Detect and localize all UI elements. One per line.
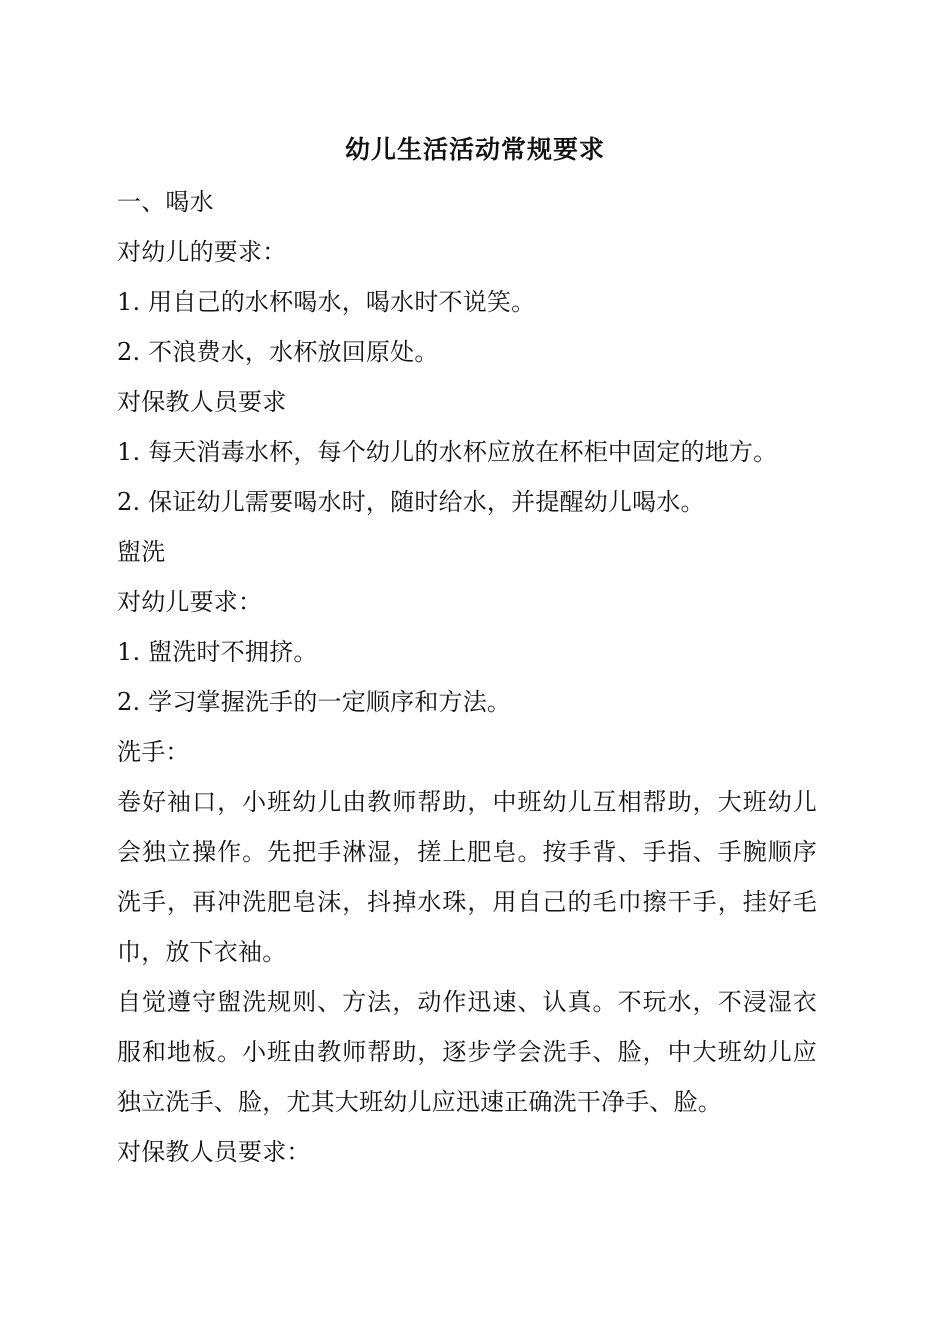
list-item: 1. 每天消毒水杯，每个幼儿的水杯应放在杯柜中固定的地方。 xyxy=(117,438,778,466)
document-title: 幼儿生活活动常规要求 xyxy=(344,135,605,164)
subheading-handwashing: 洗手： xyxy=(117,738,190,766)
list-item: 1. 盥洗时不拥挤。 xyxy=(117,638,318,666)
document-body xyxy=(117,177,817,1177)
paragraph-handwashing-steps: 卷好袖口，小班幼儿由教师帮助，中班幼儿互相帮助，大班幼儿会独立操作。先把手淋湿，搓上肥皂。按手背、手指、手腕顺序洗手，再冲洗肥皂沫，抖掉水珠，用自己的毛巾擦干手，挂好毛巾，放下衣袖。 xyxy=(117,788,817,966)
section-heading-washing: 盥洗 xyxy=(117,538,166,566)
list-item: 2. 不浪费水，水杯放回原处。 xyxy=(117,338,439,366)
list-item: 2. 保证幼儿需要喝水时，随时给水，并提醒幼儿喝水。 xyxy=(117,488,705,516)
paragraph-washing-rules: 自觉遵守盥洗规则、方法，动作迅速、认真。不玩水，不浸湿衣服和地板。小班由教师帮助，逐步学会洗手、脸，中大班幼儿应独立洗手、脸，尤其大班幼儿应迅速正确洗干净手、脸。 xyxy=(117,988,817,1116)
subheading-child-requirements: 对幼儿要求： xyxy=(117,588,263,616)
section-heading-drinking: 一、喝水 xyxy=(117,188,214,216)
list-item: 2. 学习掌握洗手的一定顺序和方法。 xyxy=(117,688,512,716)
list-item: 1. 用自己的水杯喝水，喝水时不说笑。 xyxy=(117,288,536,316)
subheading-child-requirements: 对幼儿的要求： xyxy=(117,238,287,266)
subheading-staff-requirements: 对保教人员要求： xyxy=(117,1138,311,1166)
subheading-staff-requirements: 对保教人员要求 xyxy=(117,388,287,416)
